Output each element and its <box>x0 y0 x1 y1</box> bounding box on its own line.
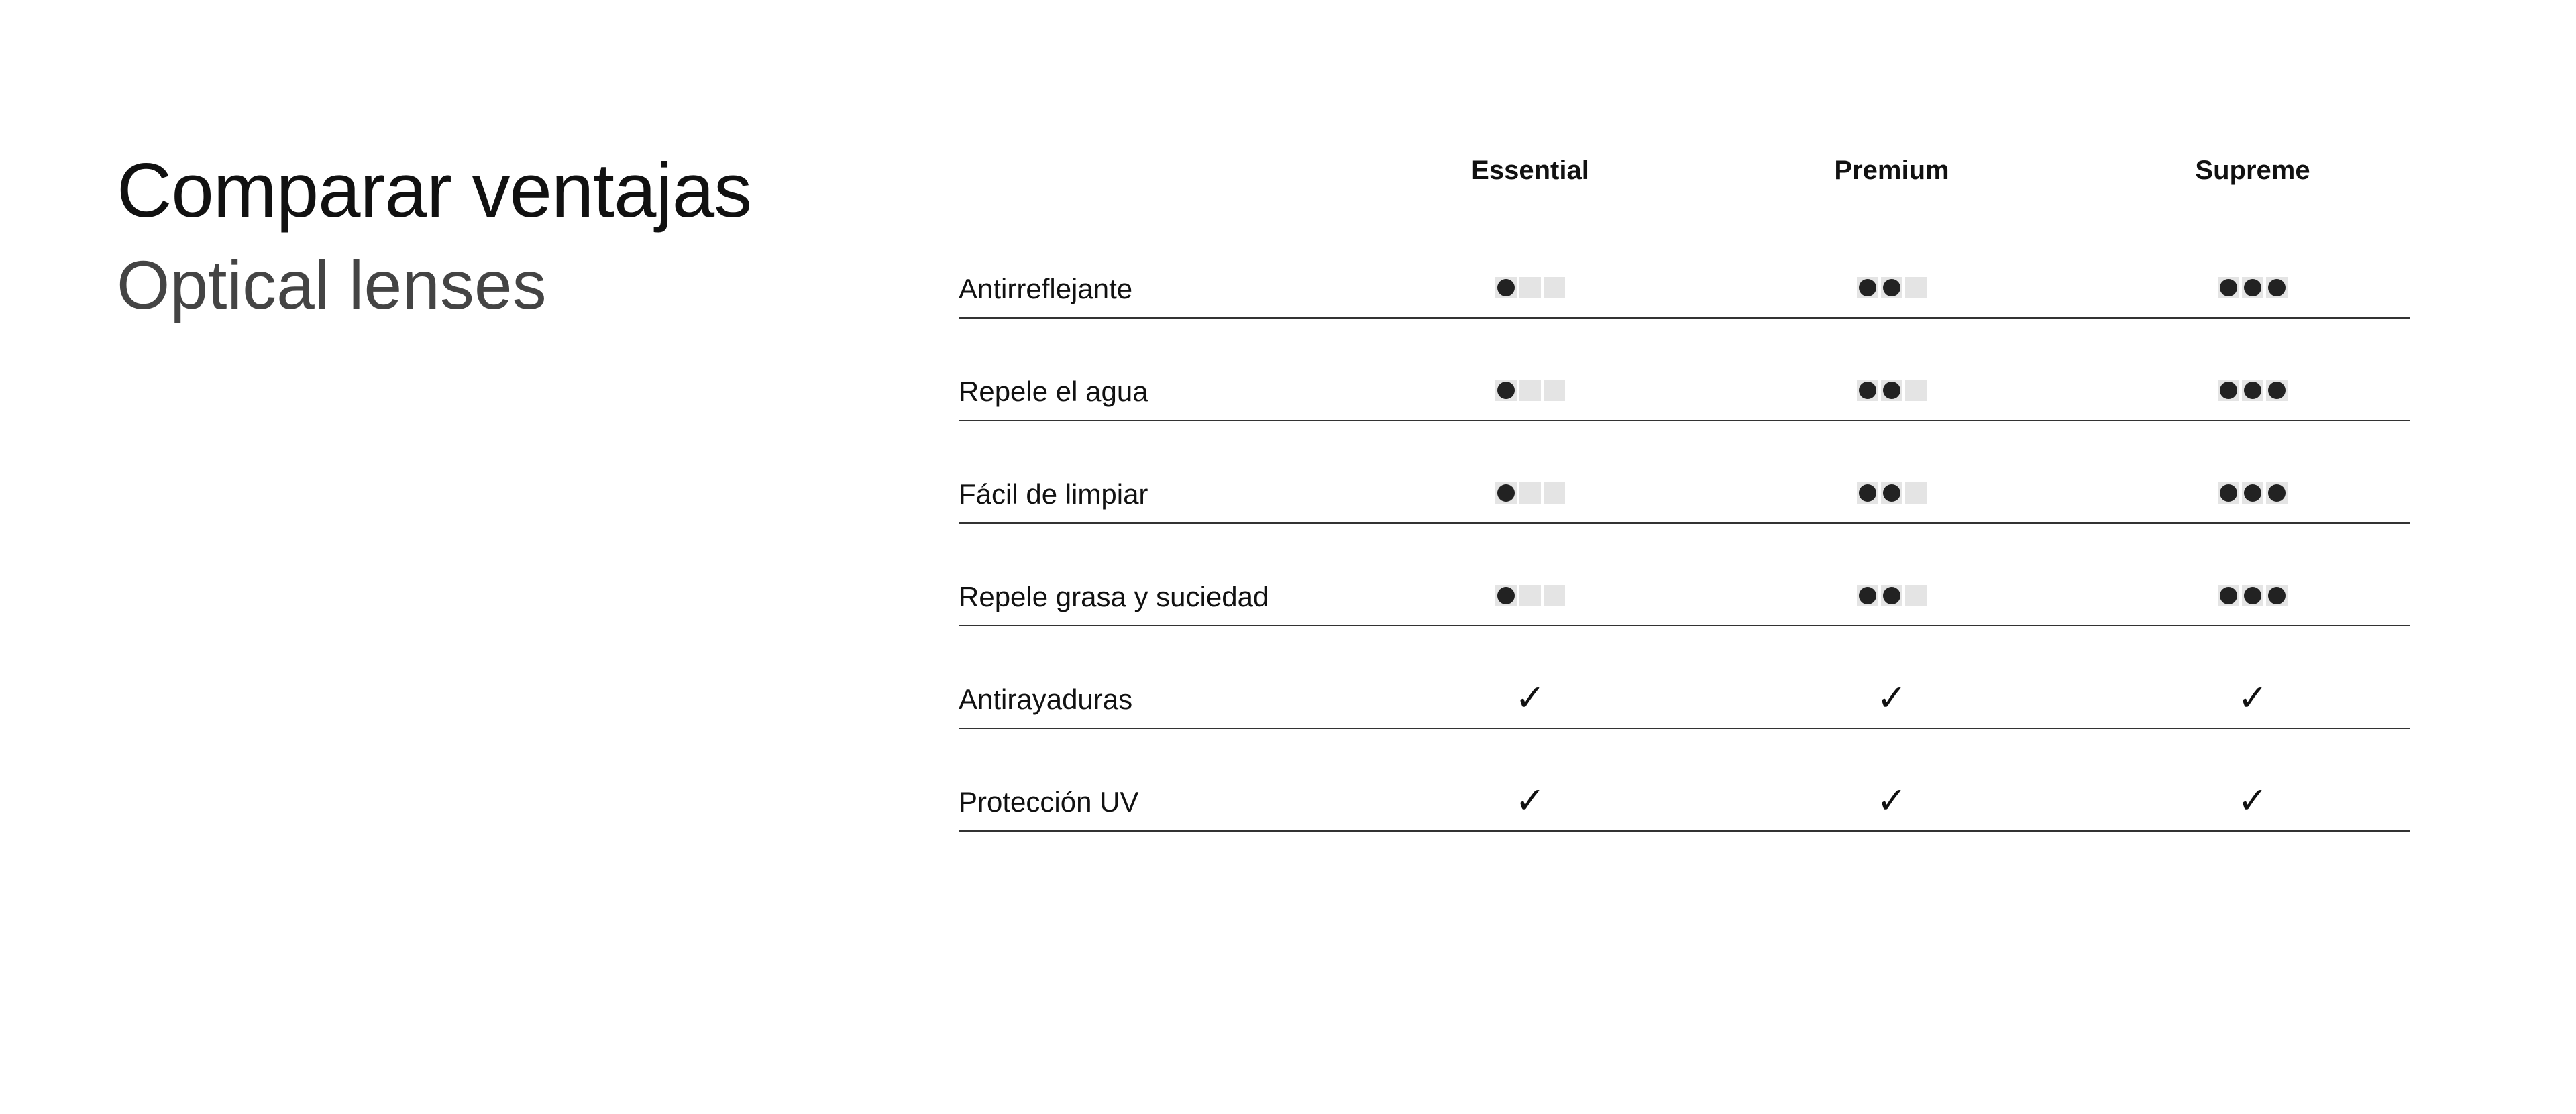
checkmark-icon: ✓ <box>1515 779 1546 822</box>
rating-dot-filled <box>2218 585 2239 606</box>
rating-dot-filled <box>1881 585 1902 606</box>
row-label: Antirayaduras <box>959 683 1133 715</box>
rating-dots-icon <box>1494 380 1566 401</box>
rating-dot-empty <box>1544 277 1565 298</box>
rating-dots-icon <box>2216 585 2289 606</box>
table-header <box>959 148 2410 215</box>
check-cell <box>1825 677 1959 719</box>
table-row <box>959 421 2410 524</box>
table-row <box>959 524 2410 626</box>
rating-dot-filled <box>2218 482 2239 504</box>
table-row <box>959 216 2410 319</box>
rating-dot-empty <box>1905 380 1927 401</box>
rating-cell <box>1825 477 1959 509</box>
row-label: Protección UV <box>959 786 1139 818</box>
rating-dot-filled <box>1495 380 1517 401</box>
rating-dots-icon <box>1494 585 1566 606</box>
row-label: Fácil de limpiar <box>959 478 1148 510</box>
column-header-essential: Essential <box>1471 156 1589 185</box>
row-label: Repele grasa y suciedad <box>959 581 1269 612</box>
rating-dot-empty <box>1519 380 1541 401</box>
rating-cell <box>1463 272 1597 304</box>
rating-dot-filled <box>1857 277 1878 298</box>
column-header-supreme: Supreme <box>2195 156 2310 185</box>
rating-cell <box>2186 374 2320 406</box>
rating-dot-empty <box>1905 482 1927 504</box>
rating-dot-filled <box>2218 380 2239 401</box>
rating-cell <box>1463 579 1597 612</box>
page-title: Comparar ventajas <box>117 148 752 233</box>
row-label: Repele el agua <box>959 376 1148 407</box>
rating-dot-filled <box>2218 277 2239 298</box>
rating-dot-empty <box>1544 380 1565 401</box>
rating-dot-filled <box>1495 585 1517 606</box>
checkmark-icon: ✓ <box>1876 779 1907 822</box>
rating-dot-empty <box>1519 482 1541 504</box>
rating-dot-filled <box>2266 277 2288 298</box>
rating-dots-icon <box>1494 482 1566 504</box>
rating-dot-empty <box>1519 277 1541 298</box>
rating-dot-filled <box>1881 482 1902 504</box>
table-row <box>959 729 2410 832</box>
rating-cell <box>1825 374 1959 406</box>
rating-dot-filled <box>1857 380 1878 401</box>
checkmark-icon: ✓ <box>2237 677 2268 719</box>
rating-dots-icon <box>1856 585 1928 606</box>
check-cell <box>2186 779 2320 822</box>
rating-dot-empty <box>1544 482 1565 504</box>
rating-cell <box>1825 272 1959 304</box>
comparison-table <box>959 148 2410 822</box>
column-header-premium: Premium <box>1834 156 1949 185</box>
rating-dot-filled <box>2266 380 2288 401</box>
table-body <box>959 216 2410 832</box>
table-row <box>959 319 2410 421</box>
rating-dots-icon <box>1494 277 1566 298</box>
rating-dots-icon <box>2216 482 2289 504</box>
rating-dot-filled <box>1881 380 1902 401</box>
rating-dot-filled <box>1495 277 1517 298</box>
rating-dot-filled <box>1857 482 1878 504</box>
rating-dots-icon <box>1856 380 1928 401</box>
page-subtitle: Optical lenses <box>117 247 547 323</box>
rating-cell <box>1825 579 1959 612</box>
rating-dot-filled <box>2242 482 2263 504</box>
check-cell <box>2186 677 2320 719</box>
rating-cell <box>2186 477 2320 509</box>
checkmark-icon: ✓ <box>2237 779 2268 822</box>
page-heading <box>117 144 751 332</box>
checkmark-icon: ✓ <box>1515 677 1546 719</box>
rating-dot-filled <box>2242 277 2263 298</box>
rating-dot-filled <box>1495 482 1517 504</box>
check-cell <box>1825 779 1959 822</box>
rating-dot-filled <box>2266 585 2288 606</box>
rating-dot-empty <box>1544 585 1565 606</box>
rating-dot-filled <box>1881 277 1902 298</box>
checkmark-icon: ✓ <box>1876 677 1907 719</box>
rating-dot-filled <box>2266 482 2288 504</box>
rating-dot-empty <box>1905 277 1927 298</box>
rating-dots-icon <box>2216 380 2289 401</box>
rating-cell <box>1463 477 1597 509</box>
rating-dot-filled <box>2242 380 2263 401</box>
table-row <box>959 626 2410 729</box>
rating-dot-filled <box>2242 585 2263 606</box>
rating-dot-empty <box>1905 585 1927 606</box>
rating-cell <box>1463 374 1597 406</box>
check-cell <box>1463 779 1597 822</box>
rating-dots-icon <box>1856 482 1928 504</box>
row-label: Antirreflejante <box>959 273 1133 304</box>
check-cell <box>1463 677 1597 719</box>
rating-cell <box>2186 272 2320 304</box>
rating-dot-empty <box>1519 585 1541 606</box>
rating-dot-filled <box>1857 585 1878 606</box>
rating-cell <box>2186 579 2320 612</box>
rating-dots-icon <box>1856 277 1928 298</box>
rating-dots-icon <box>2216 277 2289 298</box>
